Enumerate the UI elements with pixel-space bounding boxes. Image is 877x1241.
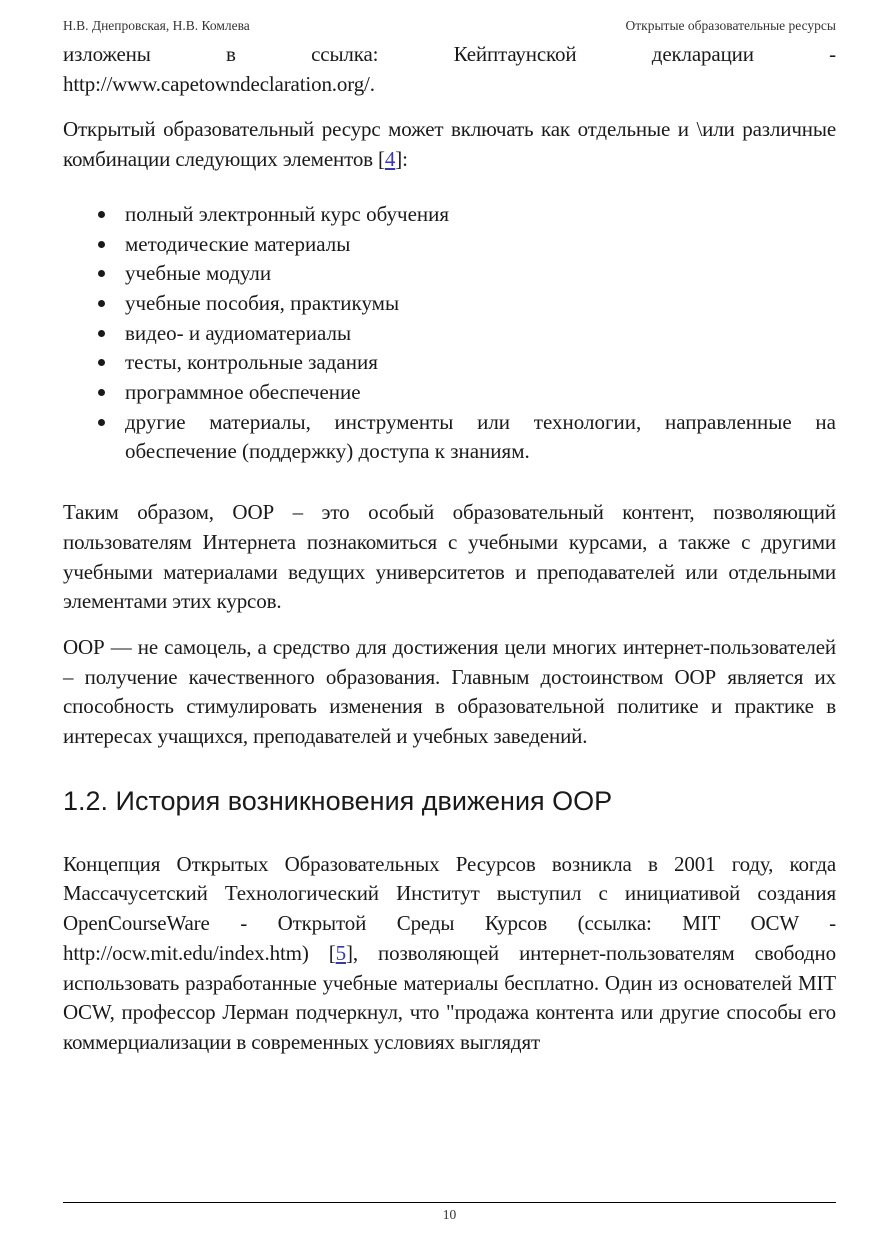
paragraph-conclusion: Таким образом, ООР – это особый образовательный контент, позволяющий пользователям Интернета познакомиться с учебными курсами, а также с другими учебными материалами ведущих университетов и преподавателей или отдельными элементами этих курсов. <box>63 500 836 614</box>
list-item-text: тесты, контрольные задания <box>125 350 378 375</box>
list-item <box>63 200 836 230</box>
list-item-text: учебные модули <box>125 261 272 286</box>
bullet-icon <box>98 419 105 426</box>
running-header <box>63 18 836 34</box>
page-number: 10 <box>442 1207 457 1222</box>
list-item <box>63 289 836 319</box>
list-item-text: программное обеспечение <box>125 380 361 405</box>
elements-bullet-list <box>63 200 836 467</box>
bullet-icon <box>98 359 105 366</box>
header-document-title: Открытые образовательные ресурсы <box>625 18 836 33</box>
list-item <box>63 259 836 289</box>
section-heading: 1.2. История возникновения движения ООР <box>63 785 613 816</box>
paragraph-intro-line1: изложены в ссылка: Кейптаунской декларации - <box>63 42 836 66</box>
paragraph-history <box>63 850 836 1058</box>
bullet-icon <box>98 211 105 218</box>
list-item-text: методические материалы <box>125 231 351 256</box>
paragraph-elements-text-end: ]: <box>395 147 408 172</box>
reference-link-5[interactable]: 5 <box>335 940 346 965</box>
list-item <box>63 378 836 408</box>
list-item <box>63 348 836 378</box>
list-item-text: полный электронный курс обучения <box>125 201 450 226</box>
header-authors: Н.В. Днепровская, Н.В. Комлева <box>63 18 250 33</box>
bullet-icon <box>98 270 105 277</box>
footer-divider <box>63 1202 836 1203</box>
paragraph-goal: ООР — не самоцель, а средство для достижения цели многих интернет-пользователей – получение качественного образования. Главным достоинством ООР является их способность стимулировать изменения в образовательной политике и практике в интересах учащихся, преподавателей и учебных заведений. <box>63 634 836 749</box>
bullet-icon <box>98 330 105 337</box>
paragraph-history-text-end: ], позволяющей интернет-пользователям свободно использовать разработанные учебные материалы бесплатно. Один из основателей MIT OCW, профессор Лерман подчеркнул, что "продажа контента или другие способы его коммерциализации в современных условиях выглядят <box>63 940 836 1054</box>
bullet-icon <box>98 241 105 248</box>
paragraph-intro-line2: http://www.capetowndeclaration.org/. <box>63 71 375 96</box>
bullet-icon <box>98 389 105 396</box>
list-item <box>63 230 836 260</box>
list-item-text: видео- и аудиоматериалы <box>125 320 352 345</box>
list-item-text: другие материалы, инструменты или технологии, направленные на обеспечение (поддержку) доступа к знаниям. <box>125 409 836 464</box>
document-page <box>63 0 836 1241</box>
reference-link-4[interactable]: 4 <box>384 147 396 172</box>
paragraph-history-text: Концепция Открытых Образовательных Ресурсов возникла в 2001 году, когда Массачусетский Технологический Институт выступил с инициативой создания OpenCourseWare - Открытой Среды Курсов (ссылка: MIT OCW - http://ocw.mit.edu/index.htm) [ <box>63 851 836 965</box>
list-item <box>63 408 836 467</box>
paragraph-elements <box>63 115 836 174</box>
list-item <box>63 319 836 349</box>
page-content <box>63 40 836 1058</box>
list-item-text: учебные пособия, практикумы <box>125 290 400 315</box>
bullet-icon <box>98 300 105 307</box>
paragraph-elements-text: Открытый образовательный ресурс может включать как отдельные и \или различные комбинации следующих элементов [ <box>63 117 836 172</box>
